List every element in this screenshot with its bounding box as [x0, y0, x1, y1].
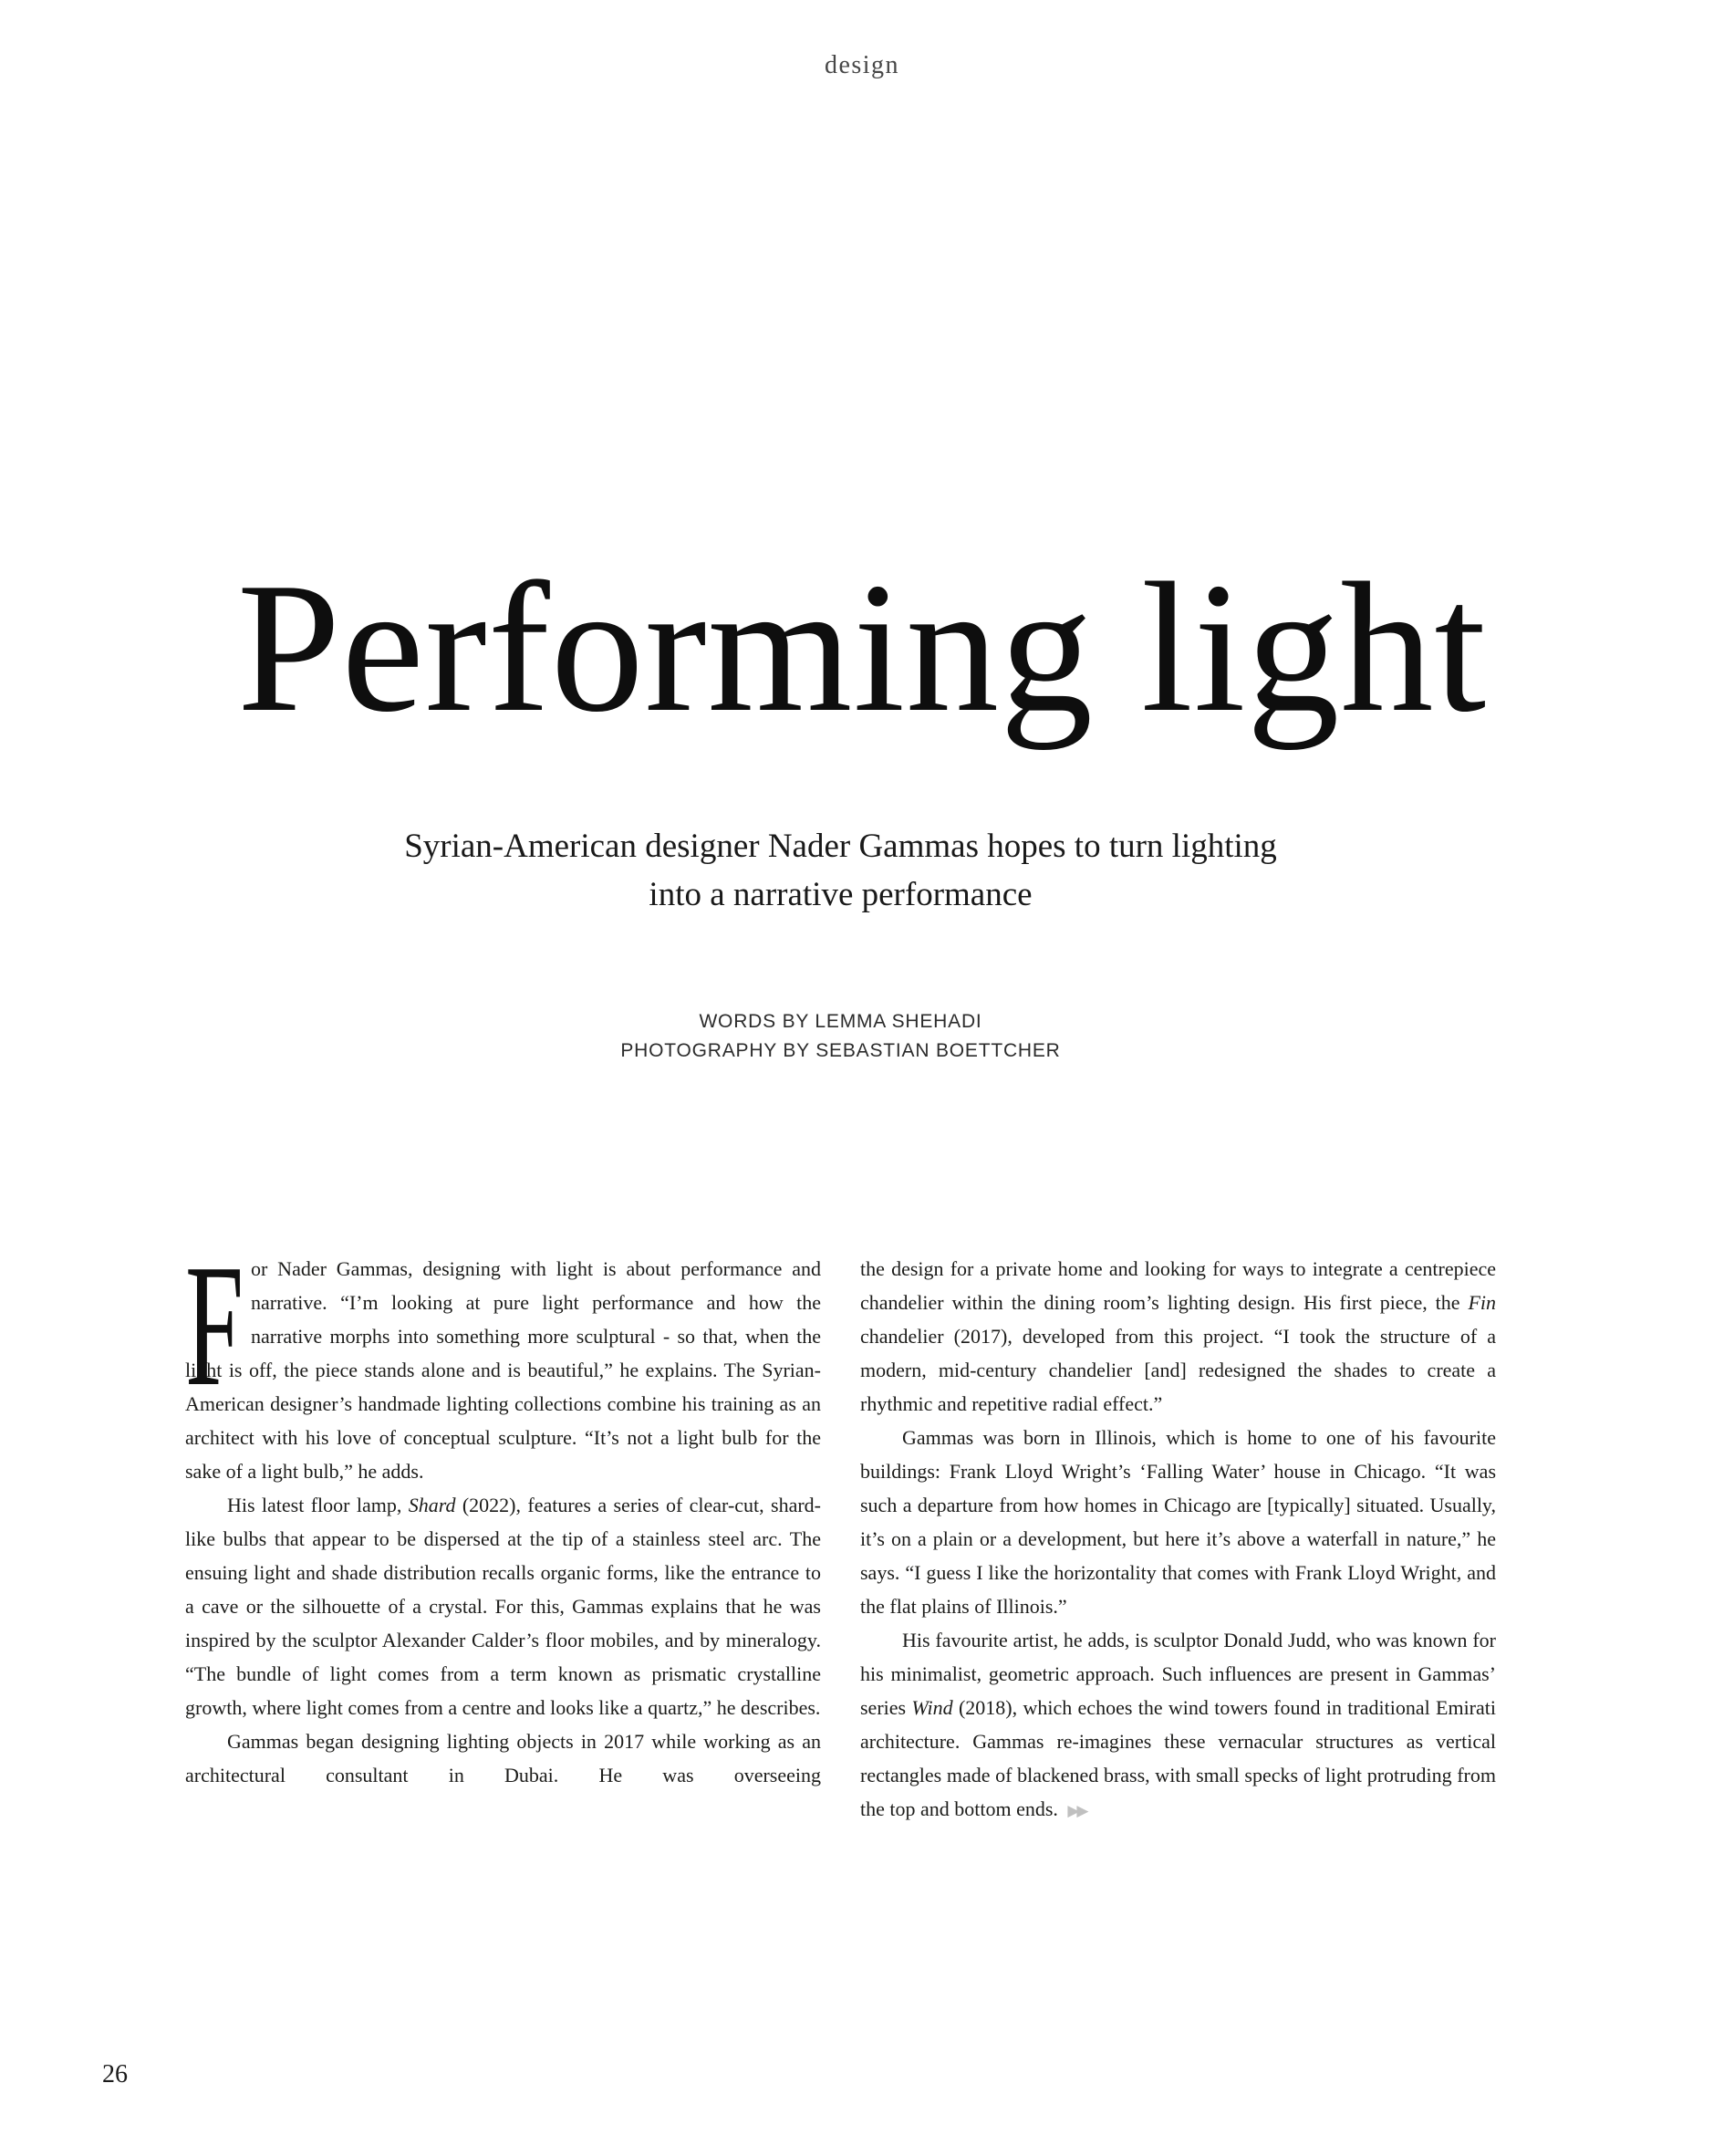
work-title-italic: Wind — [911, 1696, 953, 1719]
column-left — [185, 1228, 821, 1828]
body-paragraph: His favourite artist, he adds, is sculptor Donald Judd, who was known for his minimalist, geometric approach. Such influences are present in Gammas’ series Wind (2018), which echoes the wind towers found in traditional Emirati architecture. Gammas re-imagines these vernacular structures as vertical rectangles made of blackened brass, with small specks of light protruding from the top and bottom ends. ▶▶ — [860, 1629, 1497, 1820]
article-subtitle — [185, 822, 1496, 919]
body-paragraph: For Nader Gammas, designing with light is about performance and narrative. “I’m looking at pure light performance and how the narrative morphs into something more sculptural - so that, when the light is off, the piece stands alone and is beautiful,” he explains. The Syrian-American designer’s handmade lighting collections combine his training as an architect with his love of conceptual sculpture. “It’s not a light bulb for the sake of a light bulb,” he adds. — [185, 1228, 821, 1483]
body-paragraph: Gammas was born in Illinois, which is home to one of his favourite buildings: Frank Lloyd Wright’s ‘Falling Water’ house in Chicago. “It was such a departure from how homes in Chicago are [typically] situated. Usually, it’s on a plain or a development, but here it’s above a waterfall in nature,” he says. “I guess I like the horizontality that comes with Frank Lloyd Wright, and the flat plains of Illinois.” — [860, 1426, 1496, 1618]
article-body — [185, 1228, 1497, 1828]
continuation-arrows-icon: ▶▶ — [1065, 1802, 1086, 1820]
subtitle-line-2: into a narrative performance — [649, 876, 1033, 913]
byline-words: WORDS BY LEMMA SHEHADI — [699, 1011, 982, 1032]
drop-cap: F — [185, 1228, 244, 1422]
body-paragraph: His latest floor lamp, Shard (2022), features a series of clear-cut, shard-like bulbs that appear to be dispersed at the tip of a stainless steel arc. The ensuing light and shade distribution recalls organic forms, like the entrance to a cave or the silhouette of a crystal. For this, Gammas explains that he was inspired by the sculptor Alexander Calder’s floor mobiles, and by mineralogy. “The bundle of light comes from a term known as prismatic crystalline growth, where light comes from a centre and looks like a quartz,” he describes. — [185, 1494, 821, 1719]
body-paragraph: Gammas began designing lighting objects in 2017 while working as an architectural consultant in Dubai. He was overseeing — [185, 1730, 821, 1786]
work-title-italic: Shard — [408, 1494, 456, 1516]
page-title: Performing light — [236, 545, 1488, 751]
section-kicker: design — [824, 51, 900, 79]
byline-photography: PHOTOGRAPHY BY SEBASTIAN BOETTCHER — [620, 1040, 1061, 1061]
subtitle-line-1: Syrian-American designer Nader Gammas hopes to turn lighting — [404, 828, 1277, 865]
byline — [185, 1007, 1496, 1066]
column-right — [860, 1252, 1496, 1828]
page-number: 26 — [102, 2060, 128, 2088]
work-title-italic: Fin — [1468, 1291, 1496, 1314]
body-paragraph: the design for a private home and looking for ways to integrate a centrepiece chandelier within the dining room’s lighting design. His first piece, the Fin chandelier (2017), developed from this project. “I took the structure of a modern, mid-century chandelier [and] redesigned the shades to create a rhythmic and repetitive radial effect.” — [860, 1257, 1496, 1415]
